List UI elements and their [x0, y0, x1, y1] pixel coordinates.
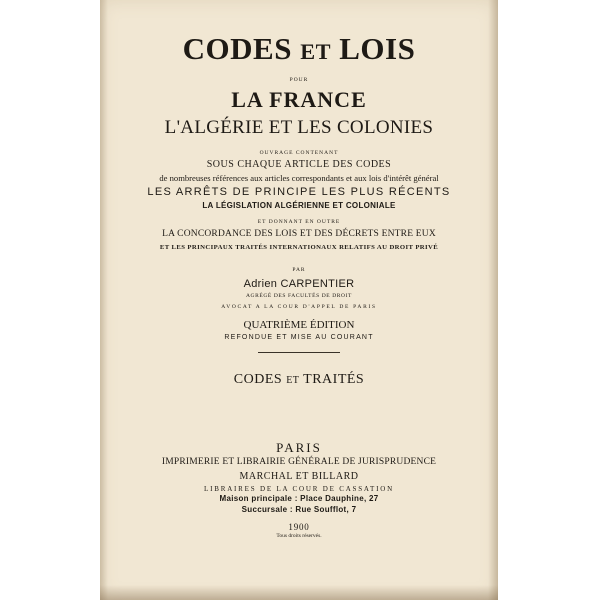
- publisher-name: MARCHAL ET BILLARD: [239, 471, 359, 482]
- rights-line: Tous droits réservés.: [276, 533, 322, 539]
- separator-rule: [258, 352, 340, 353]
- subtitle-traites: TRAITÉS: [303, 372, 365, 387]
- main-title: [100, 33, 498, 64]
- succursale-line: Succursale : Rue Soufflot, 7: [241, 505, 357, 514]
- title-codes: CODES: [182, 31, 292, 66]
- maison-line: Maison principale : Place Dauphine, 27: [219, 494, 379, 503]
- edition-line: QUATRIÈME ÉDITION: [243, 319, 355, 331]
- title-lois: LOIS: [339, 31, 416, 66]
- avocat-line: AVOCAT A LA COUR D'APPEL DE PARIS: [221, 304, 377, 310]
- subtitle-codes: CODES: [233, 372, 283, 387]
- algerie-heading: L'ALGÉRIE ET LES COLONIES: [164, 117, 434, 138]
- la-france-heading: LA FRANCE: [231, 87, 367, 112]
- legislation-line: LA LÉGISLATION ALGÉRIENNE ET COLONIALE: [202, 201, 396, 210]
- subtitle-et: ET: [286, 375, 300, 386]
- page-shadow-bottom: [100, 585, 498, 600]
- sous-chaque-line: SOUS CHAQUE ARTICLE DES CODES: [206, 159, 392, 170]
- author-name: Adrien CARPENTIER: [243, 278, 355, 290]
- agrege-line: AGRÉGÉ DES FACULTÉS DE DROIT: [245, 293, 353, 299]
- arrets-line: LES ARRÊTS DE PRINCIPE LES PLUS RÉCENTS: [147, 186, 451, 198]
- subtitle: [100, 373, 498, 387]
- ouvrage-label: OUVRAGE CONTENANT: [259, 150, 339, 156]
- donnant-label: ET DONNANT EN OUTRE: [257, 219, 341, 225]
- pour-label: POUR: [289, 77, 309, 83]
- references-line: de nombreuses références aux articles correspondants et aux lois d'intérêt général: [159, 173, 439, 183]
- concordance-line: LA CONCORDANCE DES LOIS ET DES DÉCRETS ENTRE EUX: [162, 229, 436, 239]
- libraires-line: LIBRAIRES DE LA COUR DE CASSATION: [204, 485, 394, 493]
- traites-internationaux-line: ET LES PRINCIPAUX TRAITÉS INTERNATIONAUX RELATIFS AU DROIT PRIVÉ: [159, 244, 439, 251]
- year-label: 1900: [288, 522, 310, 532]
- refondue-line: REFONDUE ET MISE AU COURANT: [224, 334, 374, 341]
- city-label: PARIS: [276, 440, 322, 455]
- title-et: ET: [300, 39, 331, 64]
- imprimerie-line: IMPRIMERIE ET LIBRAIRIE GÉNÉRALE DE JURISPRUDENCE: [161, 457, 437, 467]
- par-label: PAR: [292, 267, 306, 273]
